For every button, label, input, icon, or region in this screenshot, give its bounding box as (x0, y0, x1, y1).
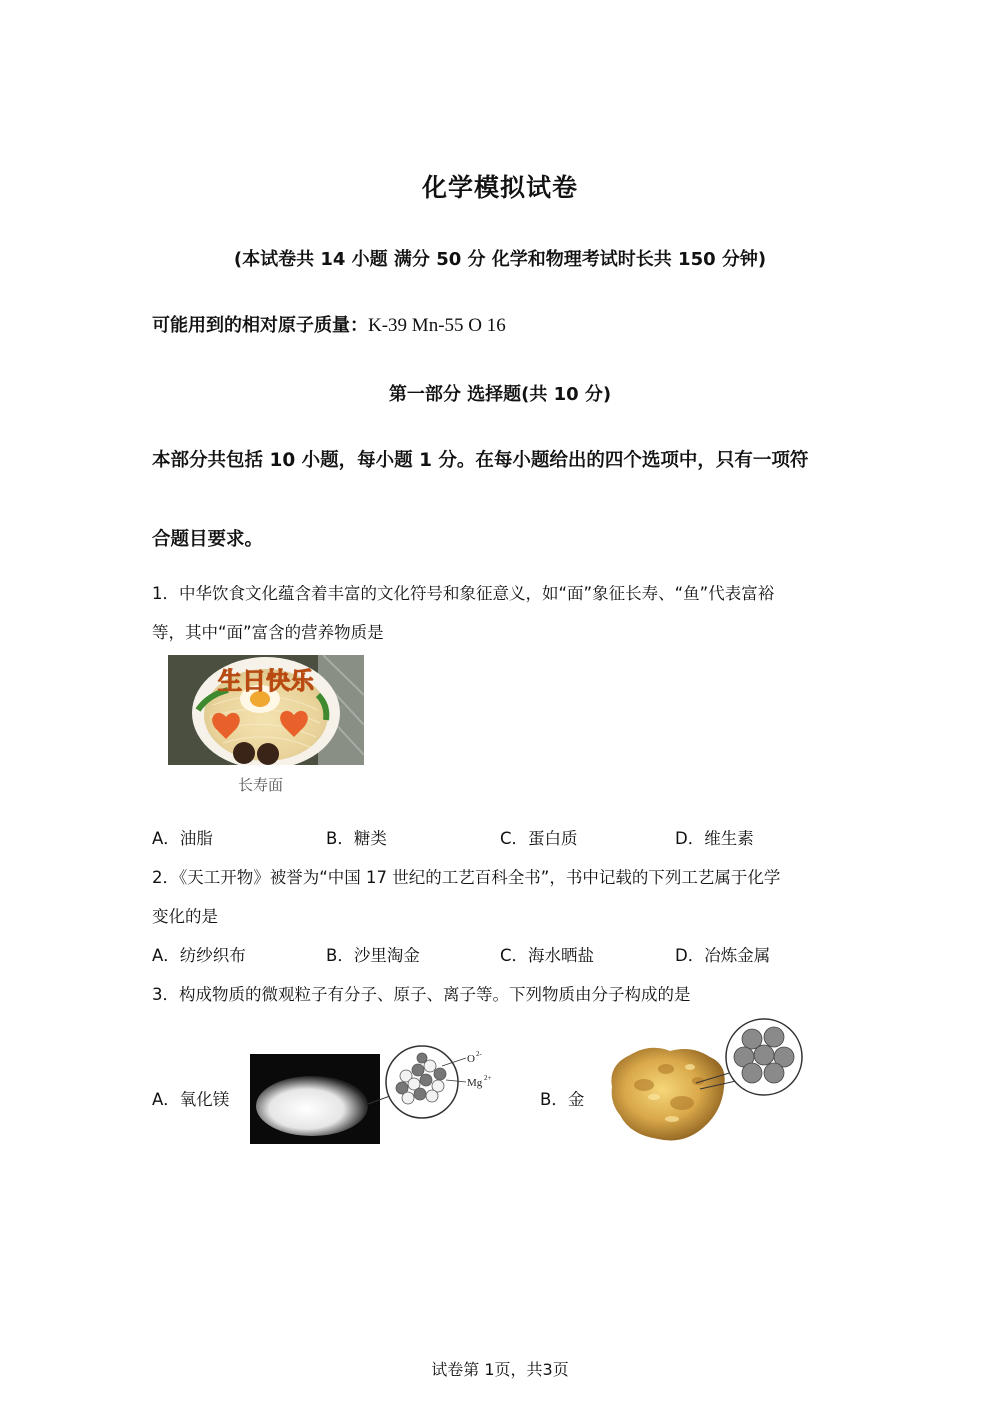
magnesium-oxide-image (250, 1040, 500, 1146)
instructions-line-1: 本部分共包括 10 小题，每小题 1 分。在每小题给出的四个选项中，只有一项符 (152, 450, 809, 471)
q1-image-caption: 长寿面 (238, 776, 284, 794)
magnesium-ion-charge: 2+ (484, 1074, 492, 1082)
page-title: 化学模拟试卷 (421, 173, 578, 202)
q2-option-b[interactable]: B．沙里淘金 (326, 946, 420, 965)
q1-option-c[interactable]: C．蛋白质 (500, 829, 578, 848)
cake-text: 生日快乐 (218, 667, 314, 695)
gold-nugget-image (600, 1015, 806, 1147)
q1-option-a[interactable]: A．油脂 (152, 829, 213, 848)
atomic-masses-label: 可能用到的相对原子质量： (152, 315, 368, 336)
q3-text-line-1: 3．构成物质的微观粒子有分子、原子、离子等。下列物质由分子构成的是 (152, 985, 691, 1004)
oxide-ion-charge: 2- (476, 1050, 482, 1058)
q2-text-line-1: 2．《天工开物》被誉为“中国 17 世纪的工艺百科全书”，书中记载的下列工艺属于化学 (152, 868, 781, 887)
oxide-ion-label: O (467, 1053, 475, 1065)
page-footer: 试卷第 1页，共3页 (431, 1360, 569, 1379)
q3-option-a[interactable]: A．氧化镁 (152, 1090, 230, 1109)
q1-option-d[interactable]: D．维生素 (675, 829, 754, 848)
atomic-masses (152, 311, 506, 337)
q2-text-line-2: 变化的是 (152, 907, 218, 926)
q3-option-b[interactable]: B．金 (540, 1090, 585, 1109)
q2-option-d[interactable]: D．冶炼金属 (675, 946, 771, 965)
part-title: 第一部分 选择题(共 10 分) (388, 384, 612, 405)
q2-option-c[interactable]: C．海水晒盐 (500, 946, 595, 965)
q1-text-line-1: 1．中华饮食文化蕴含着丰富的文化符号和象征意义，如“面”象征长寿、“鱼”代表富裕 (152, 584, 775, 603)
q1-option-b[interactable]: B．糖类 (326, 829, 387, 848)
longevity-noodles-image (168, 655, 364, 765)
q2-option-a[interactable]: A．纺纱织布 (152, 946, 246, 965)
atomic-masses-values: K-39 Mn-55 O 16 (368, 315, 506, 336)
exam-subtitle: (本试卷共 14 小题 满分 50 分 化学和物理考试时长共 150 分钟) (233, 249, 767, 270)
q1-text-line-2: 等，其中“面”富含的营养物质是 (152, 623, 384, 642)
magnesium-ion-label: Mg (467, 1077, 483, 1089)
instructions-line-2: 合题目要求。 (152, 529, 264, 550)
